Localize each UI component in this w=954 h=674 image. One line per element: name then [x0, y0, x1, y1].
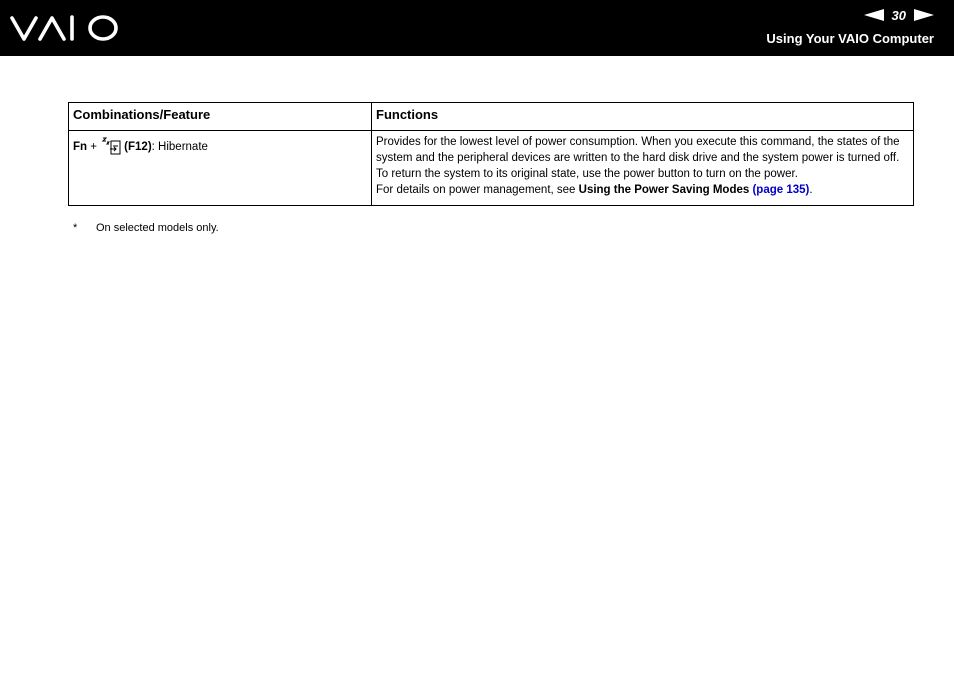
triangle-left-icon[interactable] — [864, 9, 884, 21]
page-navigation — [864, 7, 934, 23]
fn-key-label: Fn — [73, 141, 88, 153]
key-combination-cell — [69, 131, 372, 206]
column-header-functions: Functions — [372, 103, 914, 131]
table-row — [69, 131, 914, 206]
vaio-logo — [10, 13, 120, 43]
key-combination-table — [68, 102, 914, 206]
page-number: 30 — [891, 7, 906, 23]
footnote — [73, 222, 219, 234]
table-header-row — [69, 103, 914, 131]
hibernate-label: : Hibernate — [151, 141, 208, 153]
page-135-link[interactable]: (page 135) — [752, 184, 810, 196]
plus-sign: + — [87, 141, 101, 153]
section-title: Using Your VAIO Computer — [766, 31, 934, 46]
function-description-cell — [372, 131, 914, 206]
function-description: Provides for the lowest level of power consumption. When you execute this command, the states of the system and the peripheral devices are written to the hard disk drive and the system power is turned off. To return the system to its original state, use the power button to turn on the power. — [376, 136, 900, 180]
footnote-text: On selected models only. — [96, 222, 219, 234]
triangle-right-icon[interactable] — [914, 9, 934, 21]
page-header — [0, 0, 954, 56]
column-header-combinations: Combinations/Feature — [69, 103, 372, 131]
details-suffix: . — [809, 184, 813, 196]
hibernate-icon — [102, 137, 122, 155]
details-prefix: For details on power management, see — [376, 184, 579, 196]
f12-key-label: (F12) — [124, 141, 152, 153]
footnote-mark: * — [73, 222, 78, 234]
power-saving-modes-reference: Using the Power Saving Modes — [578, 184, 750, 196]
